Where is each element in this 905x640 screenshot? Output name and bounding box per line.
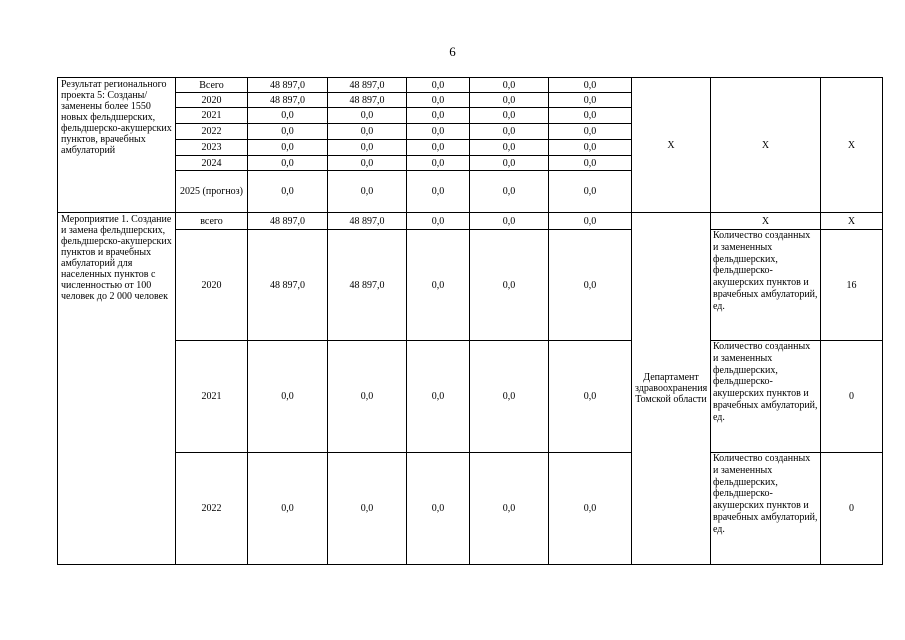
value-cell: 0,0 — [549, 171, 632, 213]
value-cell: 0,0 — [328, 124, 407, 140]
value-cell: 48 897,0 — [328, 78, 407, 93]
value-cell: 48 897,0 — [248, 213, 328, 230]
value-cell: 0,0 — [470, 124, 549, 140]
year-cell: 2021 — [176, 341, 248, 453]
value-cell: 0,0 — [549, 230, 632, 341]
indicator-cell: Количество созданных и замененных фельдшерских, фельдшерско-акушерских пунктов и врачебных амбулаторий, ед. — [711, 230, 821, 341]
value-cell: 0,0 — [549, 341, 632, 453]
indicator-cell: Количество созданных и замененных фельдшерских, фельдшерско-акушерских пунктов и врачебных амбулаторий, ед. — [711, 453, 821, 565]
value-cell: 0,0 — [407, 171, 470, 213]
year-cell: 2022 — [176, 124, 248, 140]
value-cell: 0,0 — [248, 140, 328, 156]
value-cell: 0,0 — [470, 93, 549, 108]
value-x: X — [821, 213, 883, 230]
value-cell: 0,0 — [328, 140, 407, 156]
value-cell: 0,0 — [470, 140, 549, 156]
value-cell: 0,0 — [407, 140, 470, 156]
value-cell: 0,0 — [470, 78, 549, 93]
year-cell: 2023 — [176, 140, 248, 156]
value-cell: 0,0 — [549, 108, 632, 124]
value-cell: 0,0 — [248, 156, 328, 171]
value-cell: 0,0 — [407, 124, 470, 140]
value-cell: 48 897,0 — [328, 93, 407, 108]
value-cell: 0,0 — [470, 453, 549, 565]
indicator-value: 0 — [821, 453, 883, 565]
value-cell: 48 897,0 — [248, 78, 328, 93]
value-cell: 0,0 — [407, 230, 470, 341]
indicator-x: X — [711, 78, 821, 213]
value-cell: 0,0 — [470, 341, 549, 453]
value-cell: 48 897,0 — [248, 230, 328, 341]
year-cell: Всего — [176, 78, 248, 93]
value-cell: 0,0 — [328, 453, 407, 565]
value-cell: 0,0 — [407, 156, 470, 171]
value-cell: 0,0 — [248, 108, 328, 124]
executor-x: X — [632, 78, 711, 213]
table-row — [58, 453, 883, 565]
table-row — [58, 78, 883, 93]
value-x: X — [821, 78, 883, 213]
value-cell: 0,0 — [407, 453, 470, 565]
result-label: Результат регионального проекта 5: Созданы/заменены более 1550 новых фельдшерских, фельдшерско-акушерских пунктов, врачебных амбулаторий — [58, 78, 176, 213]
budget-table — [57, 77, 883, 565]
year-cell: 2024 — [176, 156, 248, 171]
year-cell: 2025 (прогноз) — [176, 171, 248, 213]
value-cell: 0,0 — [549, 453, 632, 565]
table-row — [58, 213, 883, 230]
value-cell: 48 897,0 — [248, 93, 328, 108]
value-cell: 0,0 — [407, 213, 470, 230]
value-cell: 0,0 — [328, 156, 407, 171]
year-cell: 2020 — [176, 230, 248, 341]
value-cell: 0,0 — [549, 156, 632, 171]
value-cell: 0,0 — [328, 108, 407, 124]
year-cell: всего — [176, 213, 248, 230]
value-cell: 0,0 — [328, 341, 407, 453]
value-cell: 0,0 — [549, 213, 632, 230]
year-cell: 2020 — [176, 93, 248, 108]
page-number: 6 — [449, 44, 456, 59]
value-cell: 0,0 — [470, 230, 549, 341]
value-cell: 0,0 — [470, 108, 549, 124]
value-cell: 0,0 — [549, 140, 632, 156]
indicator-value: 16 — [821, 230, 883, 341]
value-cell: 0,0 — [549, 78, 632, 93]
table-row — [58, 341, 883, 453]
value-cell: 0,0 — [328, 171, 407, 213]
value-cell: 0,0 — [407, 108, 470, 124]
value-cell: 0,0 — [470, 213, 549, 230]
value-cell: 0,0 — [407, 78, 470, 93]
value-cell: 0,0 — [407, 93, 470, 108]
value-cell: 0,0 — [470, 171, 549, 213]
value-cell: 0,0 — [248, 341, 328, 453]
value-cell: 0,0 — [248, 124, 328, 140]
value-cell: 48 897,0 — [328, 213, 407, 230]
indicator-value: 0 — [821, 341, 883, 453]
value-cell: 0,0 — [248, 171, 328, 213]
activity-label: Мероприятие 1. Создание и замена фельдшерских, фельдшерско-акушерских пунктов и врачебных амбулаторий для населенных пунктов с численностью от 100 человек до 2 000 человек — [58, 213, 176, 565]
year-cell: 2022 — [176, 453, 248, 565]
value-cell: 0,0 — [549, 124, 632, 140]
value-cell: 48 897,0 — [328, 230, 407, 341]
value-cell: 0,0 — [248, 453, 328, 565]
value-cell: 0,0 — [549, 93, 632, 108]
value-cell: 0,0 — [470, 156, 549, 171]
value-cell: 0,0 — [407, 341, 470, 453]
executor-cell: Департамент здравоохранения Томской области — [632, 213, 711, 565]
indicator-x: X — [711, 213, 821, 230]
table-row — [58, 230, 883, 341]
year-cell: 2021 — [176, 108, 248, 124]
indicator-cell: Количество созданных и замененных фельдшерских, фельдшерско-акушерских пунктов и врачебных амбулаторий, ед. — [711, 341, 821, 453]
